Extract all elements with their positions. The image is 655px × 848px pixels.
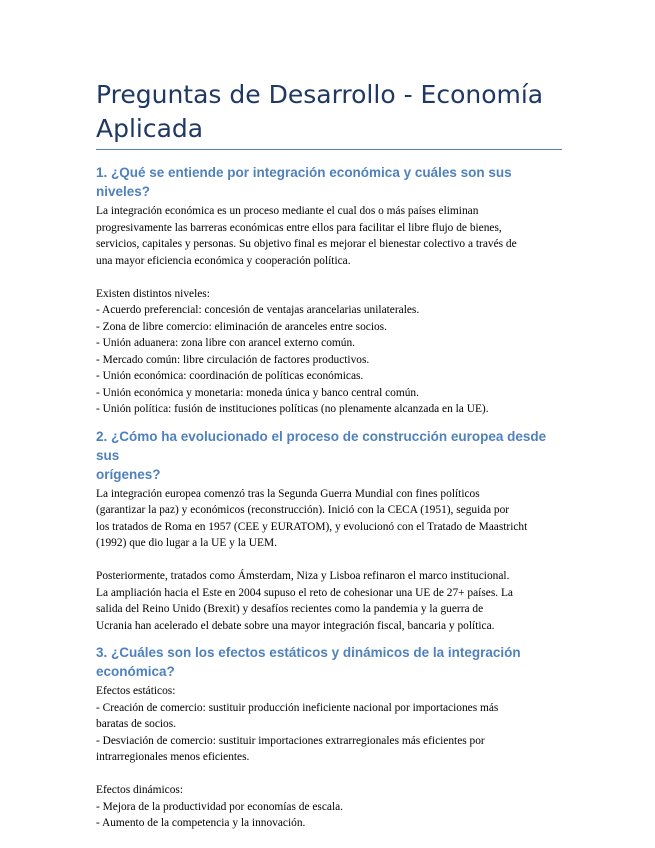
paragraph-line: Posteriormente, tratados como Ámsterdam, Niza y Lisboa refinaron el marco institucional. [96, 570, 510, 582]
title-line-2: Aplicada [96, 114, 204, 143]
list-item: - Acuerdo preferencial: concesión de ventajas arancelarias unilaterales. [96, 304, 420, 316]
section-2-heading-line-1: 2. ¿Cómo ha evolucionado el proceso de construcción europea desde sus [96, 428, 547, 463]
paragraph-line: una mayor eficiencia económica y cooperación política. [96, 254, 351, 267]
paragraph-line: (1992) que dio lugar a la UE y la UEM. [96, 537, 277, 549]
list-item: - Zona de libre comercio: eliminación de aranceles entre socios. [96, 320, 387, 333]
section-1-heading [96, 163, 562, 201]
list-item: baratas de socios. [96, 718, 177, 730]
list-item: - Unión económica: coordinación de políticas económicas. [96, 370, 364, 382]
list-item: - Unión aduanera: zona libre con arancel externo común. [96, 337, 356, 349]
paragraph-line: La ampliación hacia el Este en 2004 supuso el reto de cohesionar una UE de 27+ países. La [96, 586, 513, 599]
levels-intro: Existen distintos niveles: [96, 287, 210, 300]
section-3-heading [96, 643, 562, 681]
section-3 [96, 643, 562, 832]
paragraph-line: progresivamente las barreras económicas entre ellos para facilitar el libre flujo de bienes, [96, 221, 502, 234]
section-3-heading-text: 3. ¿Cuáles son los efectos estáticos y dinámicos de la integración económica? [96, 645, 521, 679]
list-item: - Unión política: fusión de instituciones políticas (no plenamente alcanzada en la UE). [96, 403, 489, 415]
document-page [96, 78, 562, 832]
list-item: - Creación de comercio: sustituir producción ineficiente nacional por importaciones más [96, 701, 499, 714]
paragraph-line: La integración económica es un proceso mediante el cual dos o más países eliminan [96, 205, 479, 217]
list-item: - Aumento de la competencia y la innovación. [96, 817, 306, 829]
list-item: intrarregionales menos eficientes. [96, 751, 250, 763]
list-item: - Mejora de la productividad por economías de escala. [96, 800, 344, 813]
paragraph-line: Ucrania han acelerado el debate sobre una mayor integración fiscal, bancaria y política. [96, 619, 495, 632]
section-3-body [96, 683, 562, 832]
blank-line [96, 552, 562, 569]
section-1 [96, 163, 562, 418]
paragraph-line: servicios, capitales y personas. Su objetivo final es mejorar el bienestar colectivo a través de [96, 238, 517, 250]
section-1-paragraph [96, 203, 562, 418]
blank-line [96, 269, 562, 286]
static-effects-intro: Efectos estáticos: [96, 685, 176, 697]
section-2-paragraphs [96, 486, 562, 635]
dynamic-effects-intro: Efectos dinámicos: [96, 784, 183, 796]
list-item: - Desviación de comercio: sustituir importaciones extrarregionales más eficientes por [96, 734, 485, 747]
paragraph-line: La integración europea comenzó tras la Segunda Guerra Mundial con fines políticos [96, 487, 480, 500]
section-2 [96, 427, 562, 635]
paragraph-line: (garantizar la paz) y económicos (reconstrucción). Inició con la CECA (1951), seguida por [96, 504, 510, 516]
title-line-1: Preguntas de Desarrollo - Economía [96, 80, 544, 109]
paragraph-line: los tratados de Roma en 1957 (CEE y EURATOM), y evolucionó con el Tratado de Maastricht [96, 520, 528, 533]
list-item: - Unión económica y monetaria: moneda única y banco central común. [96, 386, 419, 399]
section-2-heading [96, 427, 562, 484]
section-2-heading-line-2: orígenes? [96, 466, 161, 482]
document-title [96, 78, 562, 150]
paragraph-line: salida del Reino Unido (Brexit) y desafíos recientes como la pandemia y la guerra de [96, 603, 484, 615]
blank-line [96, 766, 562, 783]
section-1-heading-text: 1. ¿Qué se entiende por integración económica y cuáles son sus niveles? [96, 165, 512, 199]
list-item: - Mercado común: libre circulación de factores productivos. [96, 353, 370, 366]
